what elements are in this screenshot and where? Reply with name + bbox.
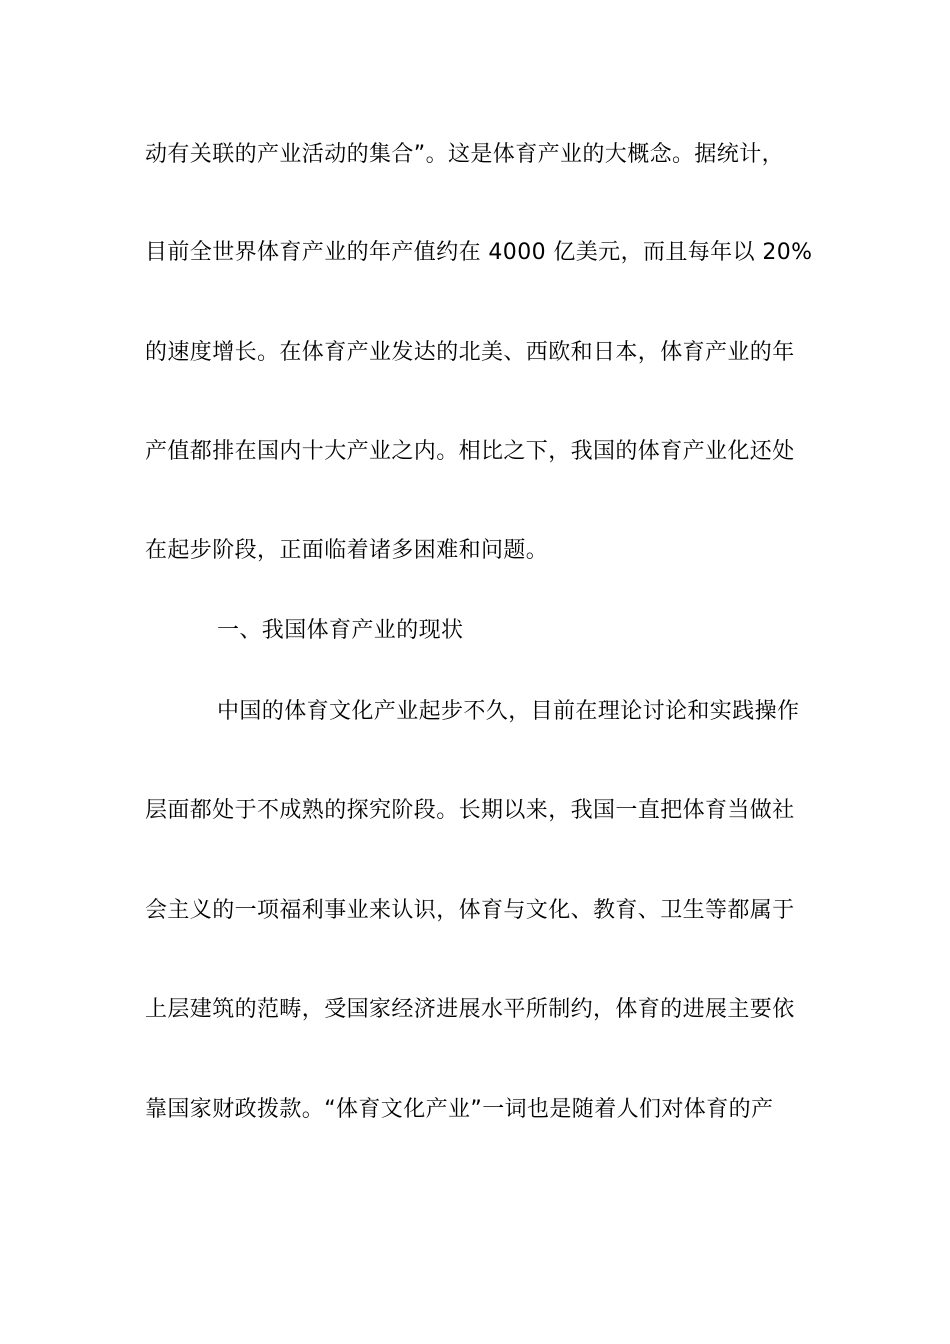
paragraph-line: 层面都处于不成熟的探究阶段。长期以来，我国一直把体育当做社	[145, 798, 795, 823]
paragraph-line: 中国的体育文化产业起步不久，目前在理论讨论和实践操作	[217, 699, 800, 724]
section-heading: 一、我国体育产业的现状	[217, 618, 464, 643]
paragraph-line: 动有关联的产业活动的集合”。这是体育产业的大概念。据统计，	[145, 142, 784, 167]
paragraph-line: 产值都排在国内十大产业之内。相比之下，我国的体育产业化还处	[145, 439, 795, 464]
paragraph-line: 会主义的一项福利事业来认识，体育与文化、教育、卫生等都属于	[145, 898, 795, 923]
paragraph-line: 在起步阶段，正面临着诸多困难和问题。	[145, 538, 549, 563]
paragraph-line: 上层建筑的范畴，受国家经济进展水平所制约，体育的进展主要依	[145, 997, 795, 1022]
paragraph-line: 靠国家财政拨款。“体育文化产业”一词也是随着人们对体育的产	[145, 1097, 774, 1122]
paragraph-line: 的速度增长。在体育产业发达的北美、西欧和日本，体育产业的年	[145, 340, 795, 365]
paragraph-line: 目前全世界体育产业的年产值约在 4000 亿美元，而且每年以 20%	[145, 240, 813, 265]
